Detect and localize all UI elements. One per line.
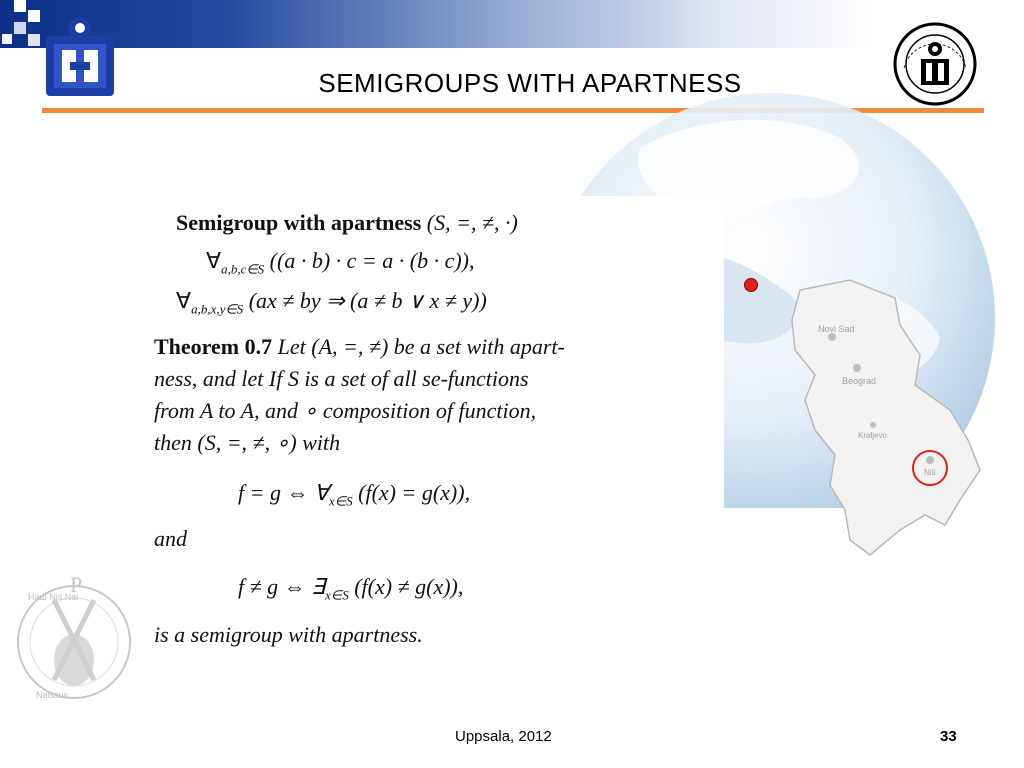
serbia-map [720,270,990,570]
svg-text:Наш Niš Nai: Наш Niš Nai [28,592,79,602]
apartness-formula-line [238,574,463,603]
associativity-subscript: a,b,c∈S [221,261,265,277]
conclusion-line: is a semigroup with apartness. [154,622,423,647]
theorem-label: Theorem 0.7 [154,334,273,359]
faculty-logo-left [44,14,116,100]
equality-rhs: (f(x) = g(x)), [358,480,471,505]
svg-text:Naissus: Naissus [36,690,69,700]
city-label-beograd: Beograd [842,376,877,386]
city-marker-kraljevo [870,422,876,428]
theorem-line-4: then (S, =, ≠, ∘) with [154,430,341,455]
definition-line [176,210,518,236]
separation-subscript: a,b,x,y∈S [191,301,244,317]
definition-heading: Semigroup with apartness [176,210,422,235]
city-marker-beograd [853,364,861,372]
city-marker-nis [926,456,934,464]
city-marker-novi-sad [828,333,836,341]
theorem-line-2: ness, and let If S is a set of all se-functions [154,366,529,391]
separation-formula: (ax ≠ by ⇒ (a ≠ b ∨ x ≠ y)) [248,288,487,313]
equality-formula-line [238,480,470,509]
and-word: and [154,526,187,551]
header-gradient-bar [0,0,1024,48]
equality-subscript: x∈S [329,493,353,509]
apartness-lhs: f ≠ g ⇔ ∃ [238,574,326,599]
slide-title: SEMIGROUPS WITH APARTNESS [318,68,742,98]
apartness-subscript: x∈S [325,587,349,603]
separation-line [176,288,487,317]
naissus-seal-watermark [14,570,134,710]
forall-symbol: ∀ [176,288,192,313]
formula-image [150,196,724,656]
footer-location-year: Uppsala, 2012 [455,728,552,745]
theorem-line-3: from A to A, and ∘ composition of function, [154,398,537,423]
slide-number: 33 [940,728,957,745]
city-label-kraljevo: Kraljevo [858,431,887,440]
theorem-line-1 [154,334,565,360]
location-dot [742,276,760,294]
svg-text:P: P [70,572,83,597]
city-label-novi-sad: Novi Sad [818,324,855,334]
equality-lhs: f = g ⇔ ∀ [238,480,330,505]
associativity-formula: ((a · b) · c = a · (b · c)), [269,248,475,273]
associativity-line [206,248,475,277]
forall-symbol: ∀ [206,248,222,273]
theorem-text-1: Let (A, =, ≠) be a set with apart- [277,334,565,359]
city-label-nis: Niš [924,468,936,477]
apartness-rhs: (f(x) ≠ g(x)), [354,574,464,599]
definition-tuple: (S, =, ≠, ·) [426,210,518,235]
